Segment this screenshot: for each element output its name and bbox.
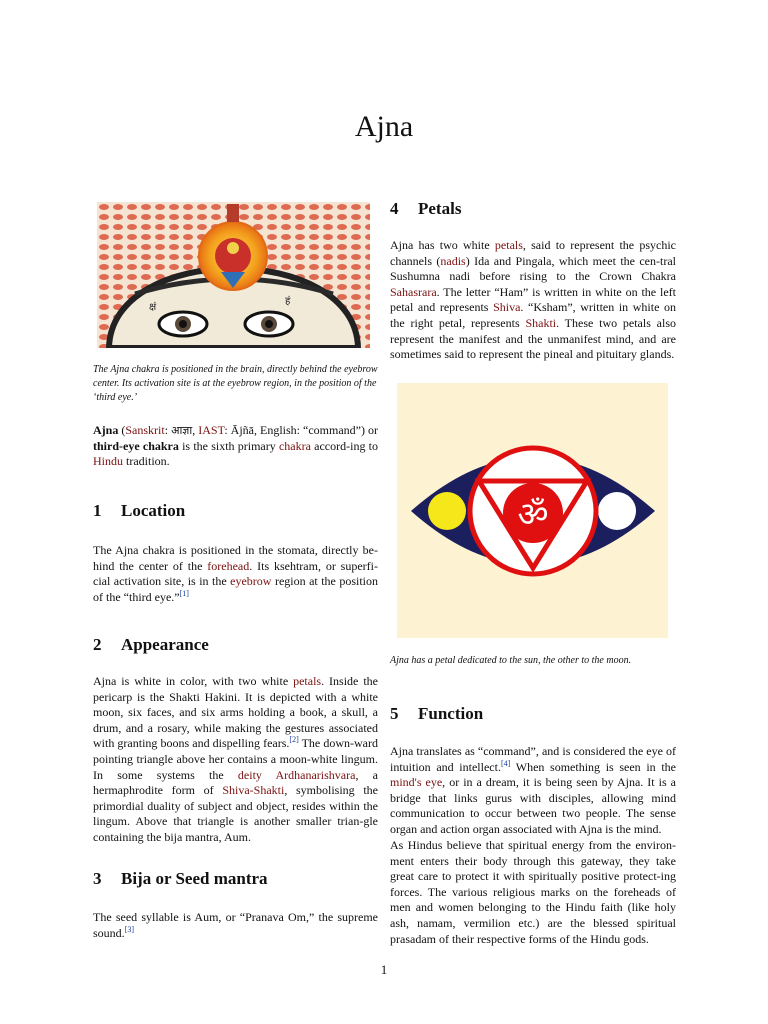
petals-paragraph: Ajna has two white petals, said to represent the psychic channels (nadis) Ida and Pingala, which meet the cen-tral Sushumna nadi before rising to the Crown Chakra Sahasrara. The letter “Ham” is written in white on the left petal and represents Shiva. “Ksham”, written in white on the right petal, represents Shakti. These two petals also represent the manifest and the unmanifest mind, and are sometimes said to represent the pineal and pituitary glands.: [390, 238, 677, 362]
painting-mark-right: हं: [285, 296, 291, 307]
ref-1-link[interactable]: [1]: [179, 588, 189, 598]
om-symbol: ॐ: [517, 495, 549, 535]
function-paragraph-2: As Hindus believe that spiritual energy from the environ-ment enters their body through this gateway, they take great care to protect it with spiritually positive protect-ing forces. The various religious marks on the foreheads of men and women belonging to the Hindu faith (like holy ash, namam, vermilion etc.) are the blessed spiritual prasadam of their respective forms of the Hindu gods.: [390, 838, 676, 946]
page-number: 1: [380, 962, 388, 977]
section-heading-location: 1 Location: [93, 501, 186, 520]
iast-text: Ājñā, English: “command”): [230, 423, 365, 437]
intro-term: Ajna: [93, 423, 119, 437]
sanskrit-link[interactable]: Sanskrit: [125, 423, 165, 437]
ajna-painting-image: [97, 202, 370, 348]
location-paragraph: The Ajna chakra is positioned in the stomata, directly be-hind the center of the forehead. Its ksehtram, or superfi-cial activation site, is in the eyebrow region at the position of the “third eye.”[1]: [93, 543, 379, 604]
intro-text2: accord-ing to: [314, 438, 379, 453]
appearance-paragraph: Ajna is white in color, with two white petals. Inside the pericarp is the Shakti Hakini. It is depicted with a white moon, six faces, and six arms holding a book, a skull, a drum, and a rosary, while making the gestures associated with granting boons and dispelling fears.[2] The down-ward pointing triangle above her contains a moon-white lingum. In some systems the deity Ardhanarishvara, a hermaphrodite form of Shiva-Shakti, symbolising the primordial duality of subject and object, resides within the lingum. Above that triangle is another smaller trian-gle containing the bija mantra, Aum.: [93, 674, 379, 844]
nadis-link[interactable]: nadis: [440, 253, 466, 268]
chakra-link[interactable]: chakra: [278, 438, 311, 453]
iast-link[interactable]: IAST: [198, 423, 225, 437]
minds-eye-link[interactable]: mind's eye: [390, 775, 443, 790]
petals-link[interactable]: petals: [494, 238, 523, 252]
function-paragraph-1: Ajna translates as “command”, and is considered the eye of intuition and intellect.[4] When something is seen in the mind's eye, or in a dream, it is being seen by Ajna. It is a bridge that links gurus with disciples, allowing mind communication to occur between two people. The sense organ and action organ associated with Ajna is the mind.: [390, 744, 676, 836]
ref-4-link[interactable]: [4]: [500, 758, 511, 768]
section-heading-petals: 4 Petals: [390, 199, 462, 218]
eyebrow-link[interactable]: eyebrow: [230, 574, 272, 589]
shiva-shakti-link[interactable]: Shiva-Shakti: [222, 783, 285, 798]
sahasrara-link[interactable]: Sahasrara: [390, 284, 437, 299]
figure1-caption: The Ajna chakra is positioned in the brain, directly behind the eyebrow center. Its activation site is at the eyebrow region, in the position of the ‘third eye.’: [93, 364, 378, 403]
intro-text1: is the sixth primary: [182, 438, 276, 453]
moon-petal: [598, 492, 636, 530]
bija-paragraph: The seed syllable is Aum, or “Pranava Om,” the supreme sound.[3]: [93, 910, 378, 940]
ref-2-link[interactable]: [2]: [289, 735, 299, 745]
intro-term2: third-eye chakra: [93, 438, 179, 453]
hindu-link[interactable]: Hindu: [93, 454, 123, 469]
sun-petal: [428, 492, 466, 530]
petals-link-appearance[interactable]: petals: [293, 674, 322, 688]
ajna-symbol-image: [397, 383, 668, 638]
page-title: Ajna: [354, 110, 414, 143]
devanagari-text: आज्ञा: [171, 424, 193, 437]
ardhanarishvara-link[interactable]: deity Ardhanarishvara: [237, 767, 356, 782]
figure2-caption: Ajna has a petal dedicated to the sun, the other to the moon.: [390, 655, 632, 666]
section-heading-function: 5 Function: [390, 704, 484, 723]
section-heading-appearance: 2 Appearance: [93, 635, 209, 654]
ref-3-link[interactable]: [3]: [124, 924, 134, 934]
forehead-link[interactable]: forehead: [207, 558, 250, 573]
painting-mark-left: क्षं: [149, 302, 157, 313]
intro-text3: tradition.: [126, 454, 170, 469]
shiva-link[interactable]: Shiva: [493, 300, 521, 315]
section-heading-bija: 3 Bija or Seed mantra: [93, 869, 268, 888]
intro-paragraph: Ajna (Sanskrit: आज्ञा, IAST: Ājñā, English: “command”) or third-eye chakra is the sixth primary chakra accord-ing to Hindu tradition.: [93, 423, 379, 469]
intro-or: or: [368, 423, 379, 437]
shakti-link[interactable]: Shakti: [525, 315, 557, 330]
